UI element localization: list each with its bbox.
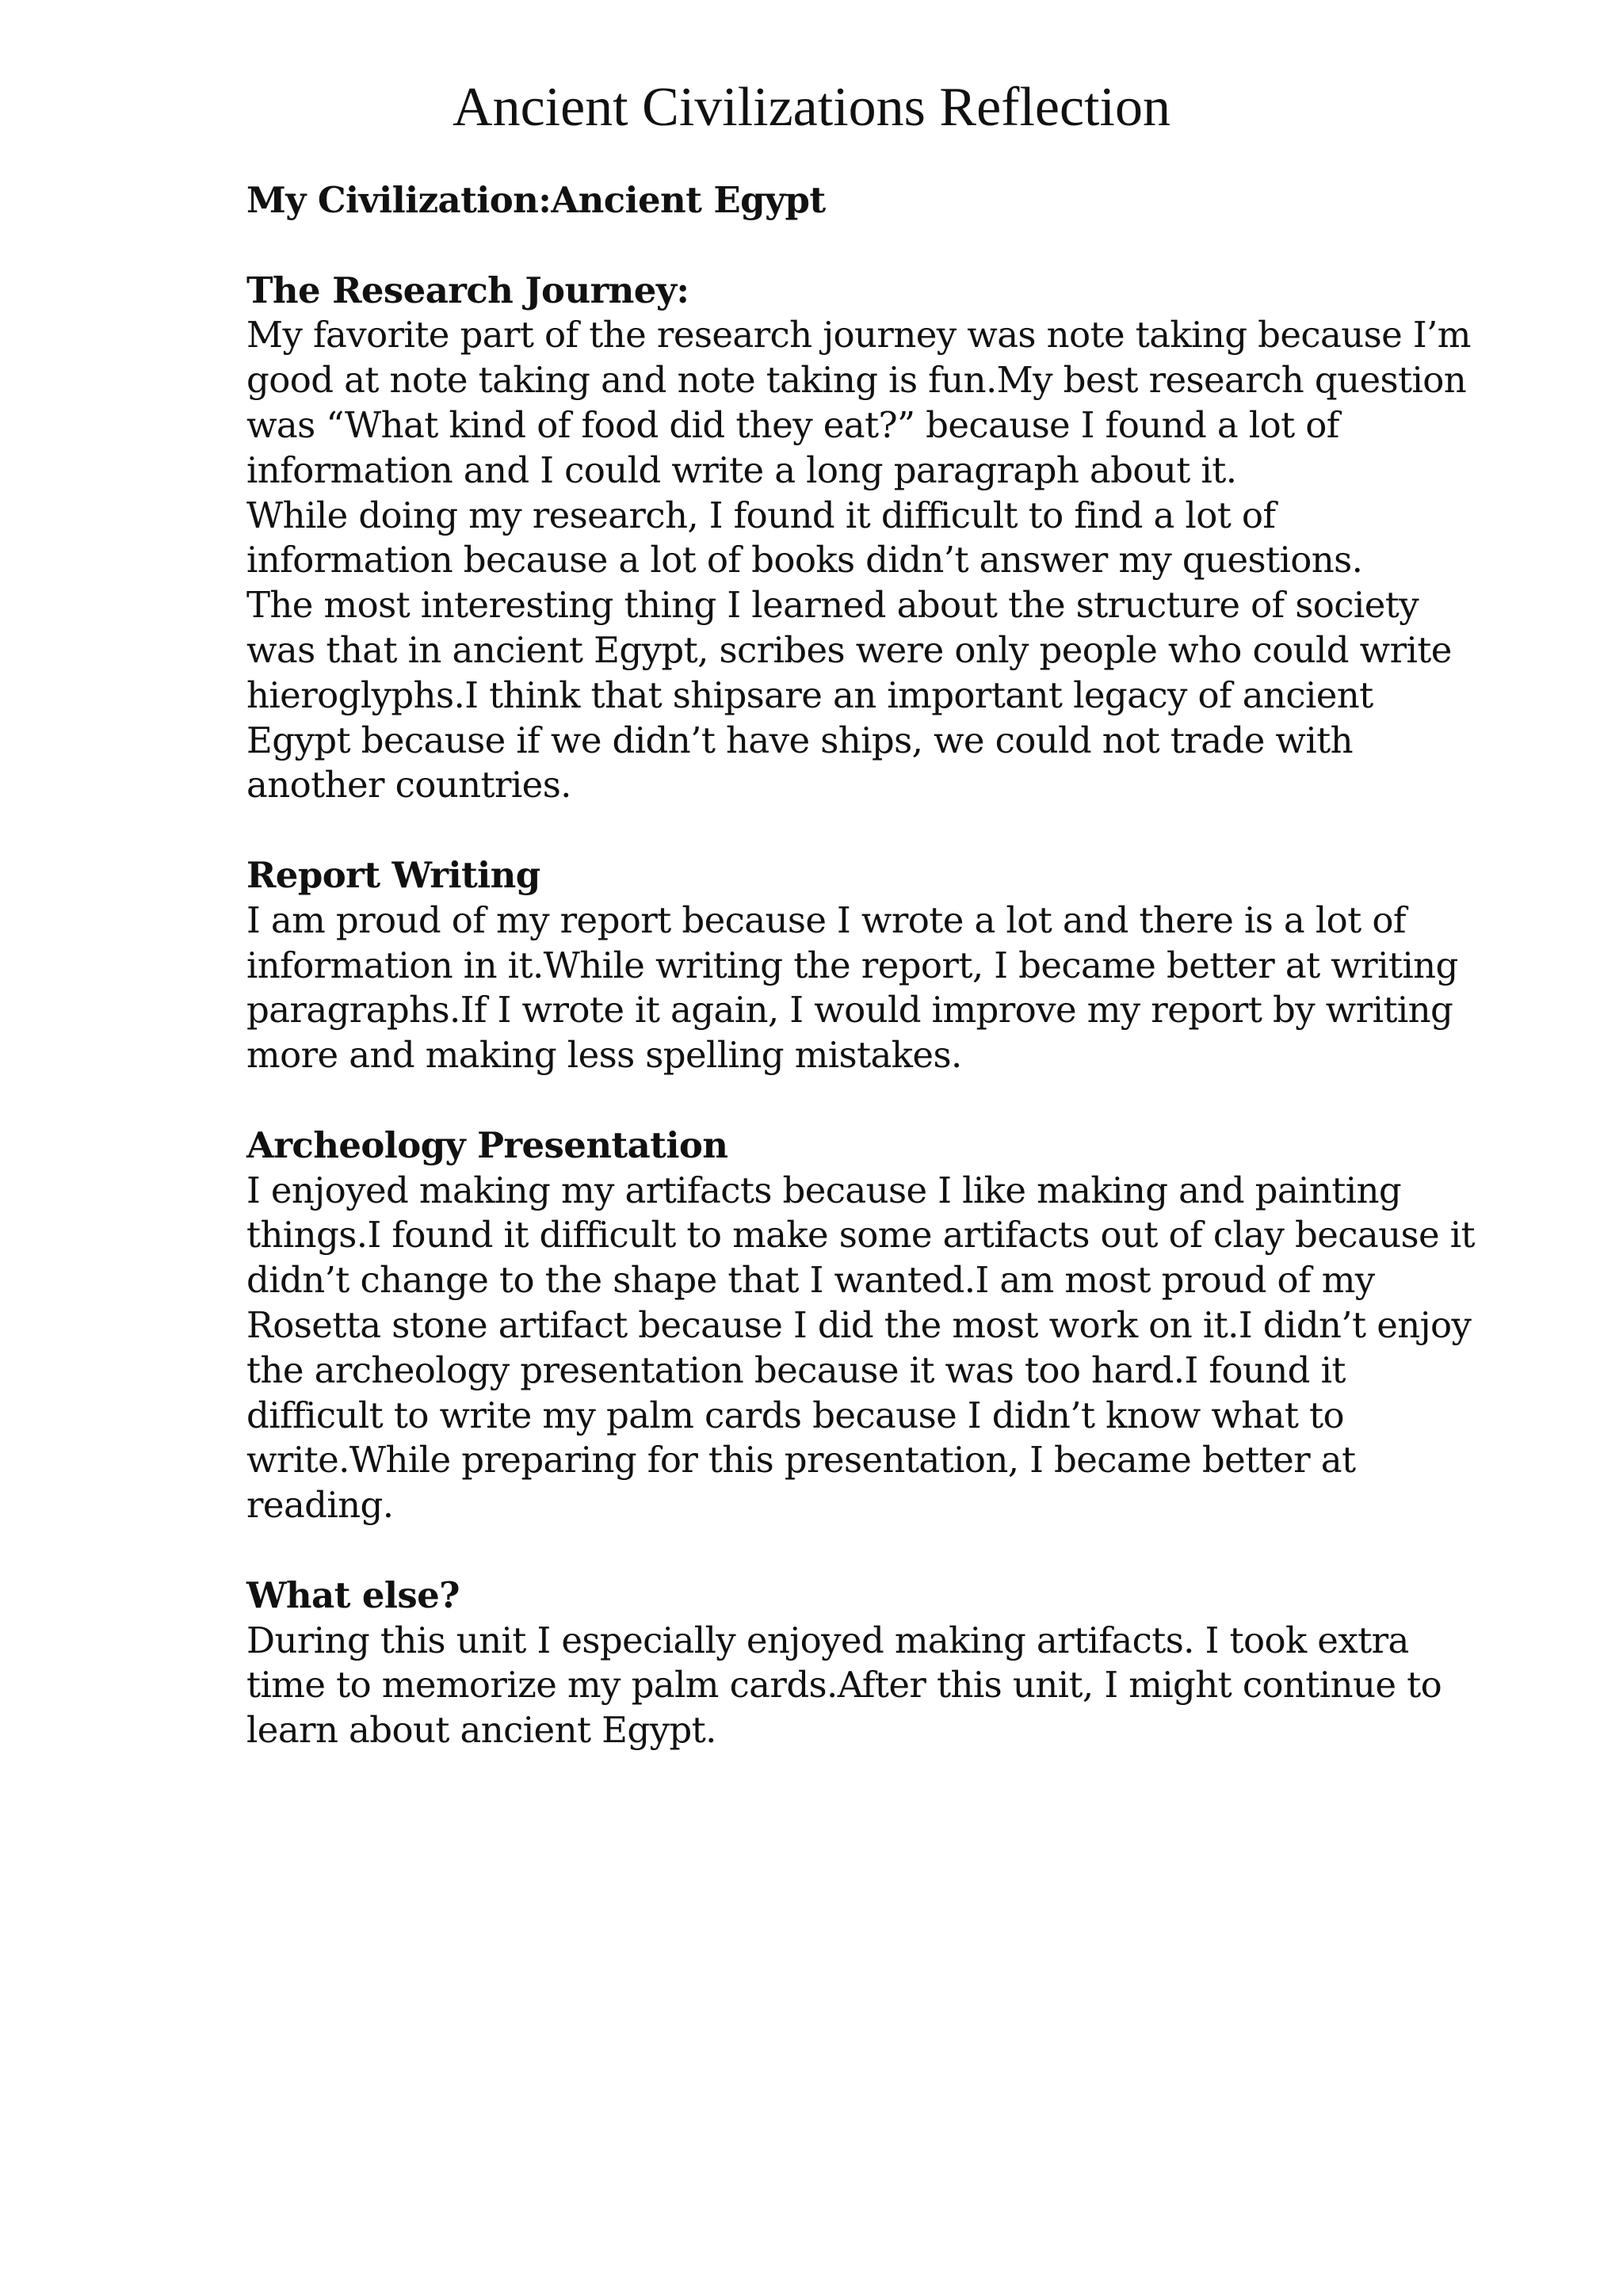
- section-heading: Report Writing: [246, 853, 540, 896]
- paragraph-gap: [246, 808, 1388, 853]
- body-line: The most interesting thing I learned about the structure of society: [246, 584, 1419, 627]
- body-line: another countries.: [246, 764, 571, 807]
- body-line: Egypt because if we didn’t have ships, we could not trade with: [246, 719, 1354, 761]
- body-line: I enjoyed making my artifacts because I like making and painting: [246, 1169, 1402, 1211]
- body-line: hieroglyphs.I think that shipsare an important legacy of ancient: [246, 673, 1373, 716]
- section-report-writing: [246, 853, 1458, 1078]
- body-line: more and making less spelling mistakes.: [246, 1034, 962, 1077]
- section-heading: The Research Journey:: [246, 269, 689, 311]
- body-line: difficult to write my palm cards because I didn’t know what to: [246, 1394, 1345, 1436]
- body-line: learn about ancient Egypt.: [246, 1709, 716, 1752]
- body-line: My favorite part of the research journey was note taking because I’m: [246, 314, 1471, 357]
- paragraph-gap: [246, 223, 1388, 269]
- body-line: time to memorize my palm cards.After this unit, I might continue to: [246, 1664, 1442, 1707]
- document-body: [246, 178, 1475, 1753]
- paragraph-gap: [246, 1528, 1388, 1573]
- body-line: information in it.While writing the report, I became better at writing: [246, 944, 1458, 986]
- section-archeology-presentation: [246, 1123, 1475, 1528]
- paragraph-gap: [246, 1078, 1388, 1123]
- body-line: information because a lot of books didn’t answer my questions.: [246, 539, 1363, 582]
- body-line: the archeology presentation because it was too hard.I found it: [246, 1348, 1346, 1391]
- body-line: good at note taking and note taking is fun.My best research question: [246, 359, 1467, 402]
- section-research-journey: [246, 269, 1471, 809]
- body-line: was that in ancient Egypt, scribes were only people who could write: [246, 628, 1452, 671]
- section-what-else: [246, 1573, 1442, 1753]
- body-line: During this unit I especially enjoyed making artifacts. I took extra: [246, 1619, 1409, 1661]
- body-line: information and I could write a long paragraph about it.: [246, 448, 1237, 491]
- body-line: paragraphs.If I wrote it again, I would improve my report by writing: [246, 989, 1453, 1032]
- body-line: I am proud of my report because I wrote a lot and there is a lot of: [246, 898, 1406, 941]
- body-line: write.While preparing for this presentation, I became better at: [246, 1439, 1356, 1482]
- body-line: didn’t change to the shape that I wanted.I am most proud of my: [246, 1259, 1375, 1302]
- document-title: Ancient Civilizations Reflection: [453, 77, 1170, 138]
- body-line: reading.: [246, 1484, 394, 1527]
- body-line: things.I found it difficult to make some artifacts out of clay because it: [246, 1214, 1475, 1257]
- body-line: Rosetta stone artifact because I did the most work on it.I didn’t enjoy: [246, 1303, 1472, 1346]
- section-heading: What else?: [246, 1573, 460, 1616]
- section-heading: Archeology Presentation: [246, 1123, 728, 1166]
- body-line: was “What kind of food did they eat?” because I found a lot of: [246, 403, 1339, 446]
- civilization-line: My Civilization:Ancient Egypt: [246, 179, 826, 221]
- body-line: While doing my research, I found it difficult to find a lot of: [246, 494, 1276, 536]
